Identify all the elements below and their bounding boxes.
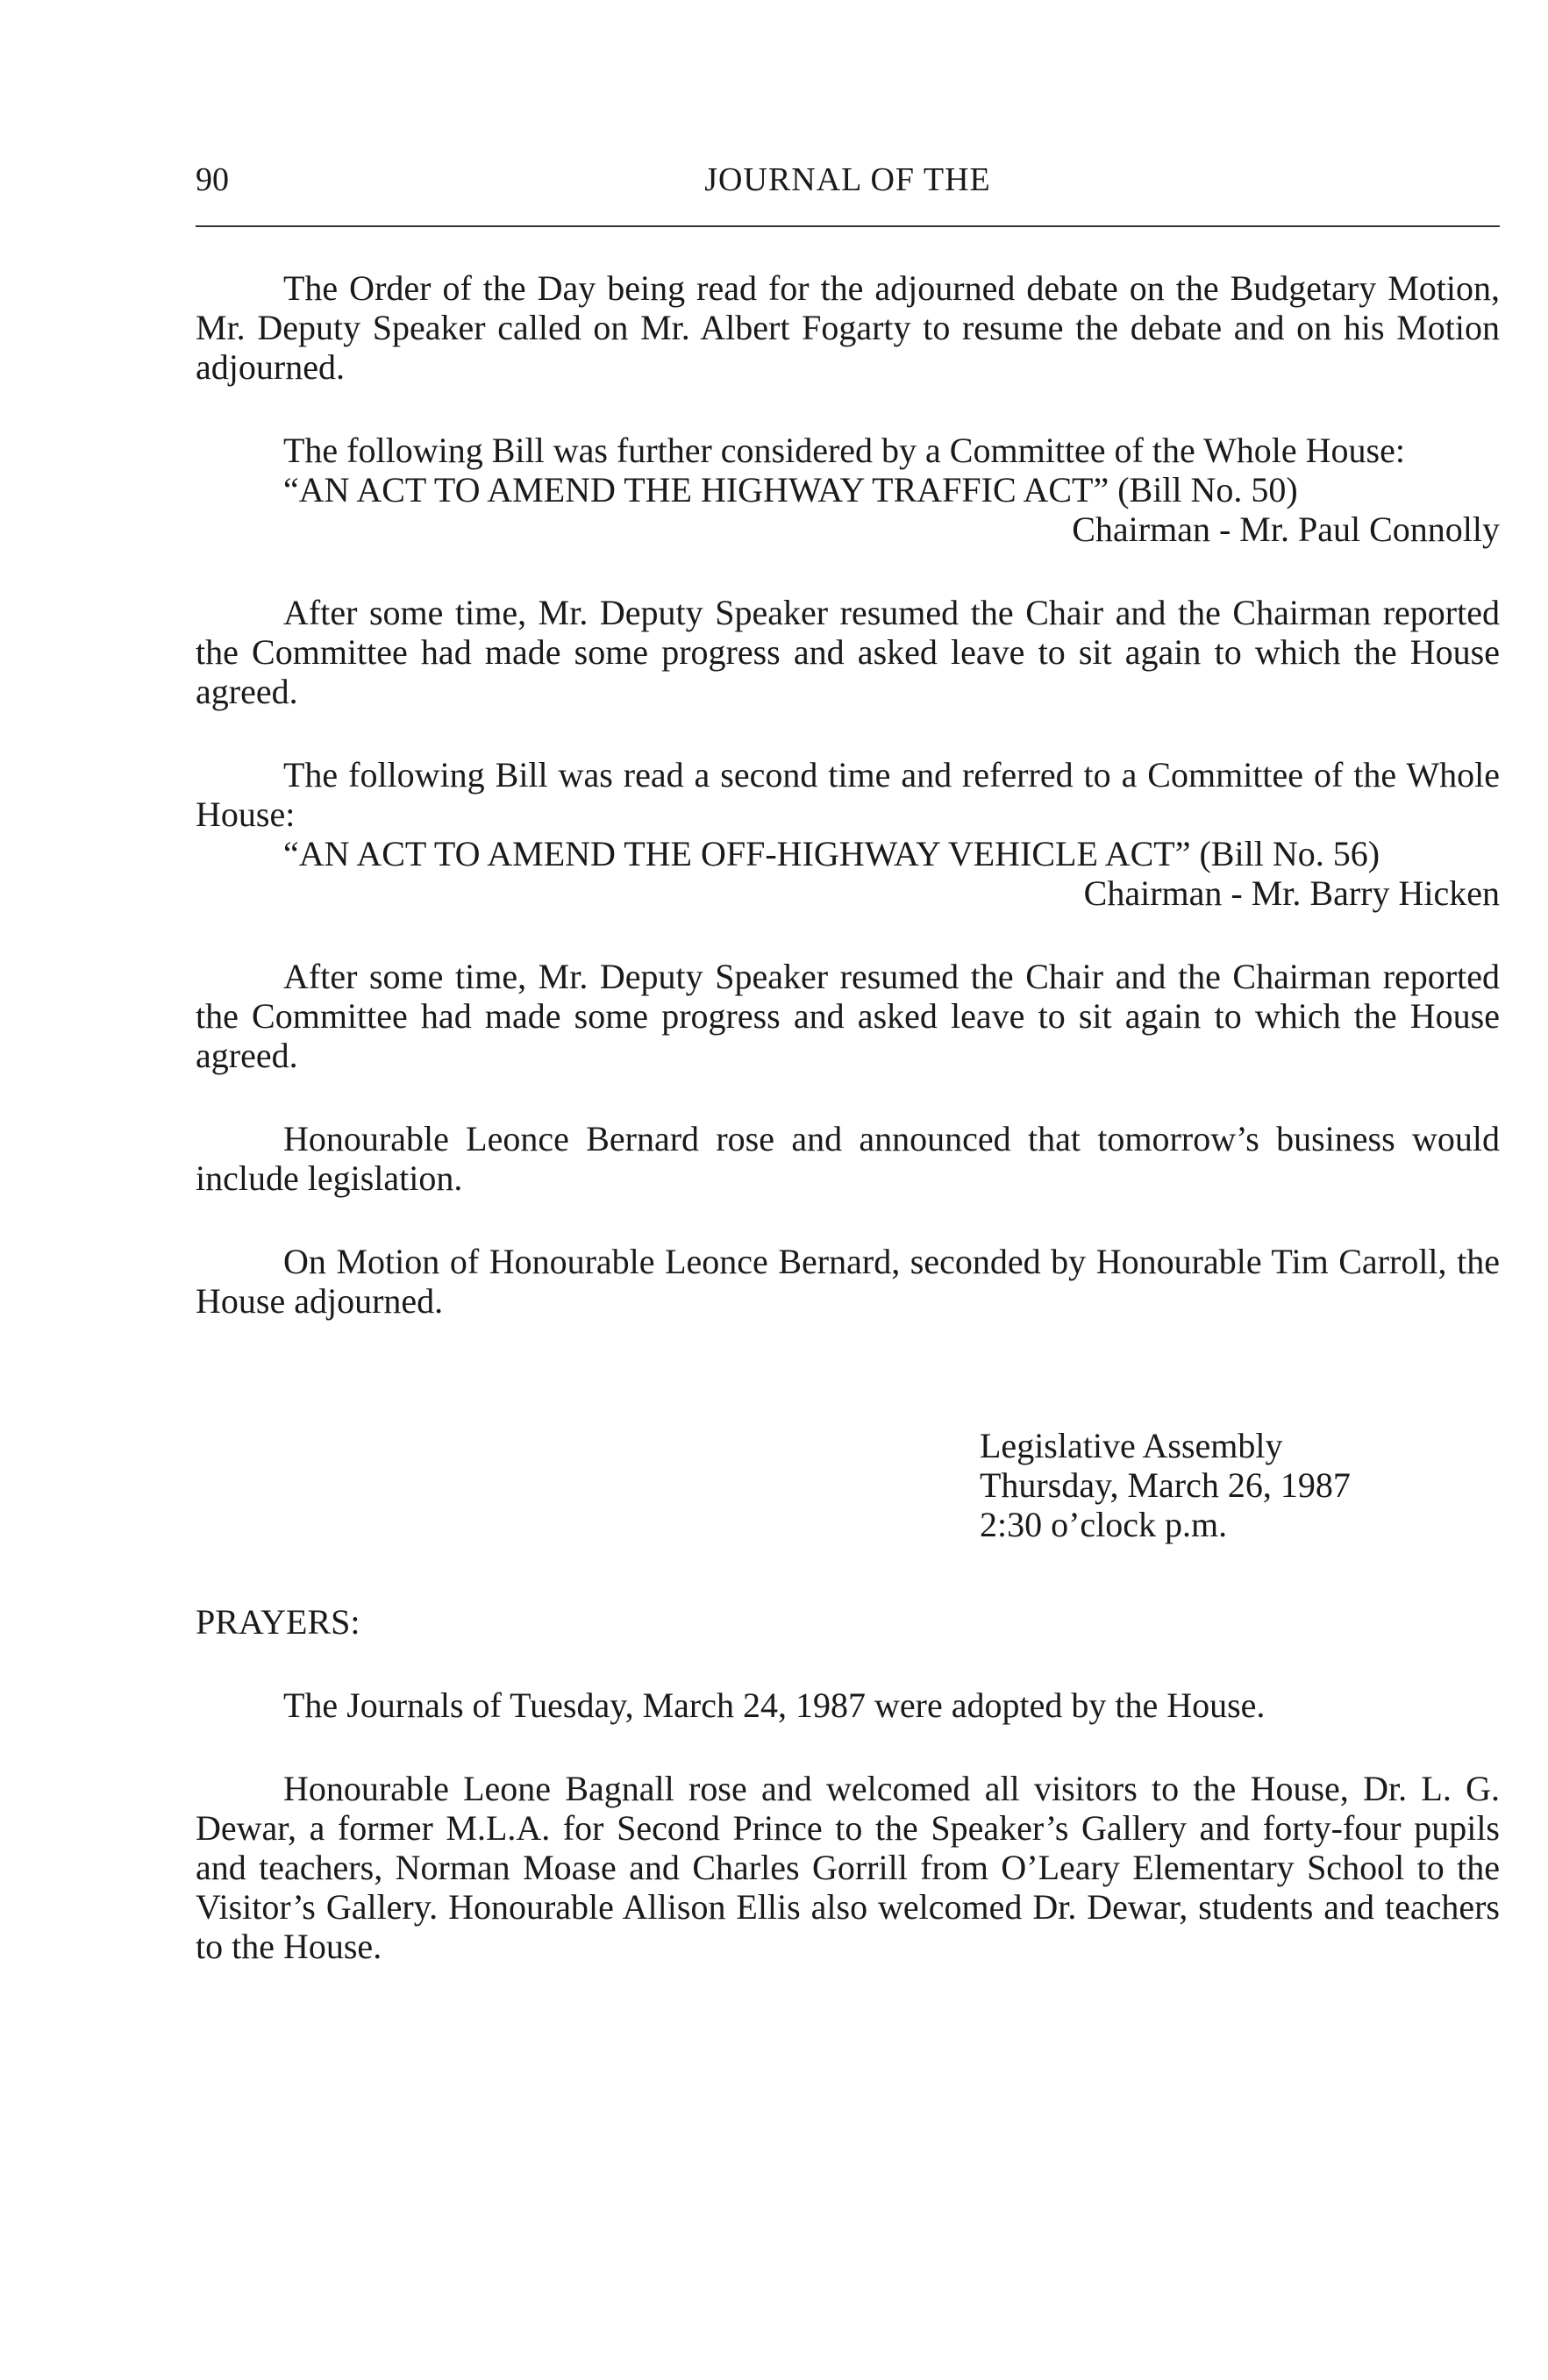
prayers-heading: PRAYERS:: [196, 1602, 360, 1642]
paragraph-committee-report: After some time, Mr. Deputy Speaker resumed the Chair and the Chairman reported the Committee had made some progress and asked leave to sit again to which the House agreed.: [196, 593, 1500, 711]
page-header: [196, 158, 1500, 202]
paragraph-committee-report: After some time, Mr. Deputy Speaker resumed the Chair and the Chairman reported the Committee had made some progress and asked leave to sit again to which the House agreed.: [196, 957, 1500, 1075]
sitting-heading: [196, 1426, 1500, 1544]
chairman-line: Chairman - Mr. Paul Connolly: [1072, 509, 1500, 549]
paragraph-bill-considered: The following Bill was further considered by a Committee of the Whole House:: [283, 431, 1405, 470]
paragraph-second-reading: The following Bill was read a second time and referred to a Committee of the Whole House:: [196, 755, 1500, 834]
running-head: JOURNAL OF THE: [704, 161, 991, 198]
sitting-time: 2:30 o’clock p.m.: [980, 1505, 1228, 1544]
header-rule: [196, 225, 1500, 227]
paragraph-journals-adopted: The Journals of Tuesday, March 24, 1987 were adopted by the House.: [283, 1685, 1266, 1725]
sitting-assembly: Legislative Assembly: [980, 1426, 1283, 1465]
bill-title-highway-traffic: “AN ACT TO AMEND THE HIGHWAY TRAFFIC ACT” (Bill No. 50): [283, 470, 1298, 509]
paragraph-budget-debate: The Order of the Day being read for the adjourned debate on the Budgetary Motion, Mr. Deputy Speaker called on Mr. Albert Fogarty to resume the debate and on his Motion adjourned.: [196, 268, 1500, 387]
paragraph-visitors-welcome: Honourable Leone Bagnall rose and welcomed all visitors to the House, Dr. L. G. Dewar, a former M.L.A. for Second Prince to the Speaker’s Gallery and forty-four pupils and teachers, Norman Moase and Charles Gorrill from O’Leary Elementary School to the Visitor’s Gallery. Honourable Allison Ellis also welcomed Dr. Dewar, students and teachers to the House.: [196, 1769, 1500, 1966]
bill-title-off-highway-vehicle: “AN ACT TO AMEND THE OFF-HIGHWAY VEHICLE ACT” (Bill No. 56): [283, 834, 1380, 873]
paragraph-adjournment: On Motion of Honourable Leonce Bernard, seconded by Honourable Tim Carroll, the House adjourned.: [196, 1242, 1500, 1321]
journal-body: [196, 268, 1500, 1966]
chairman-line: Chairman - Mr. Barry Hicken: [1083, 873, 1500, 913]
sitting-date: Thursday, March 26, 1987: [980, 1465, 1351, 1505]
page-number: 90: [196, 161, 229, 198]
paragraph-business-announcement: Honourable Leonce Bernard rose and announced that tomorrow’s business would include legislation.: [196, 1119, 1500, 1198]
